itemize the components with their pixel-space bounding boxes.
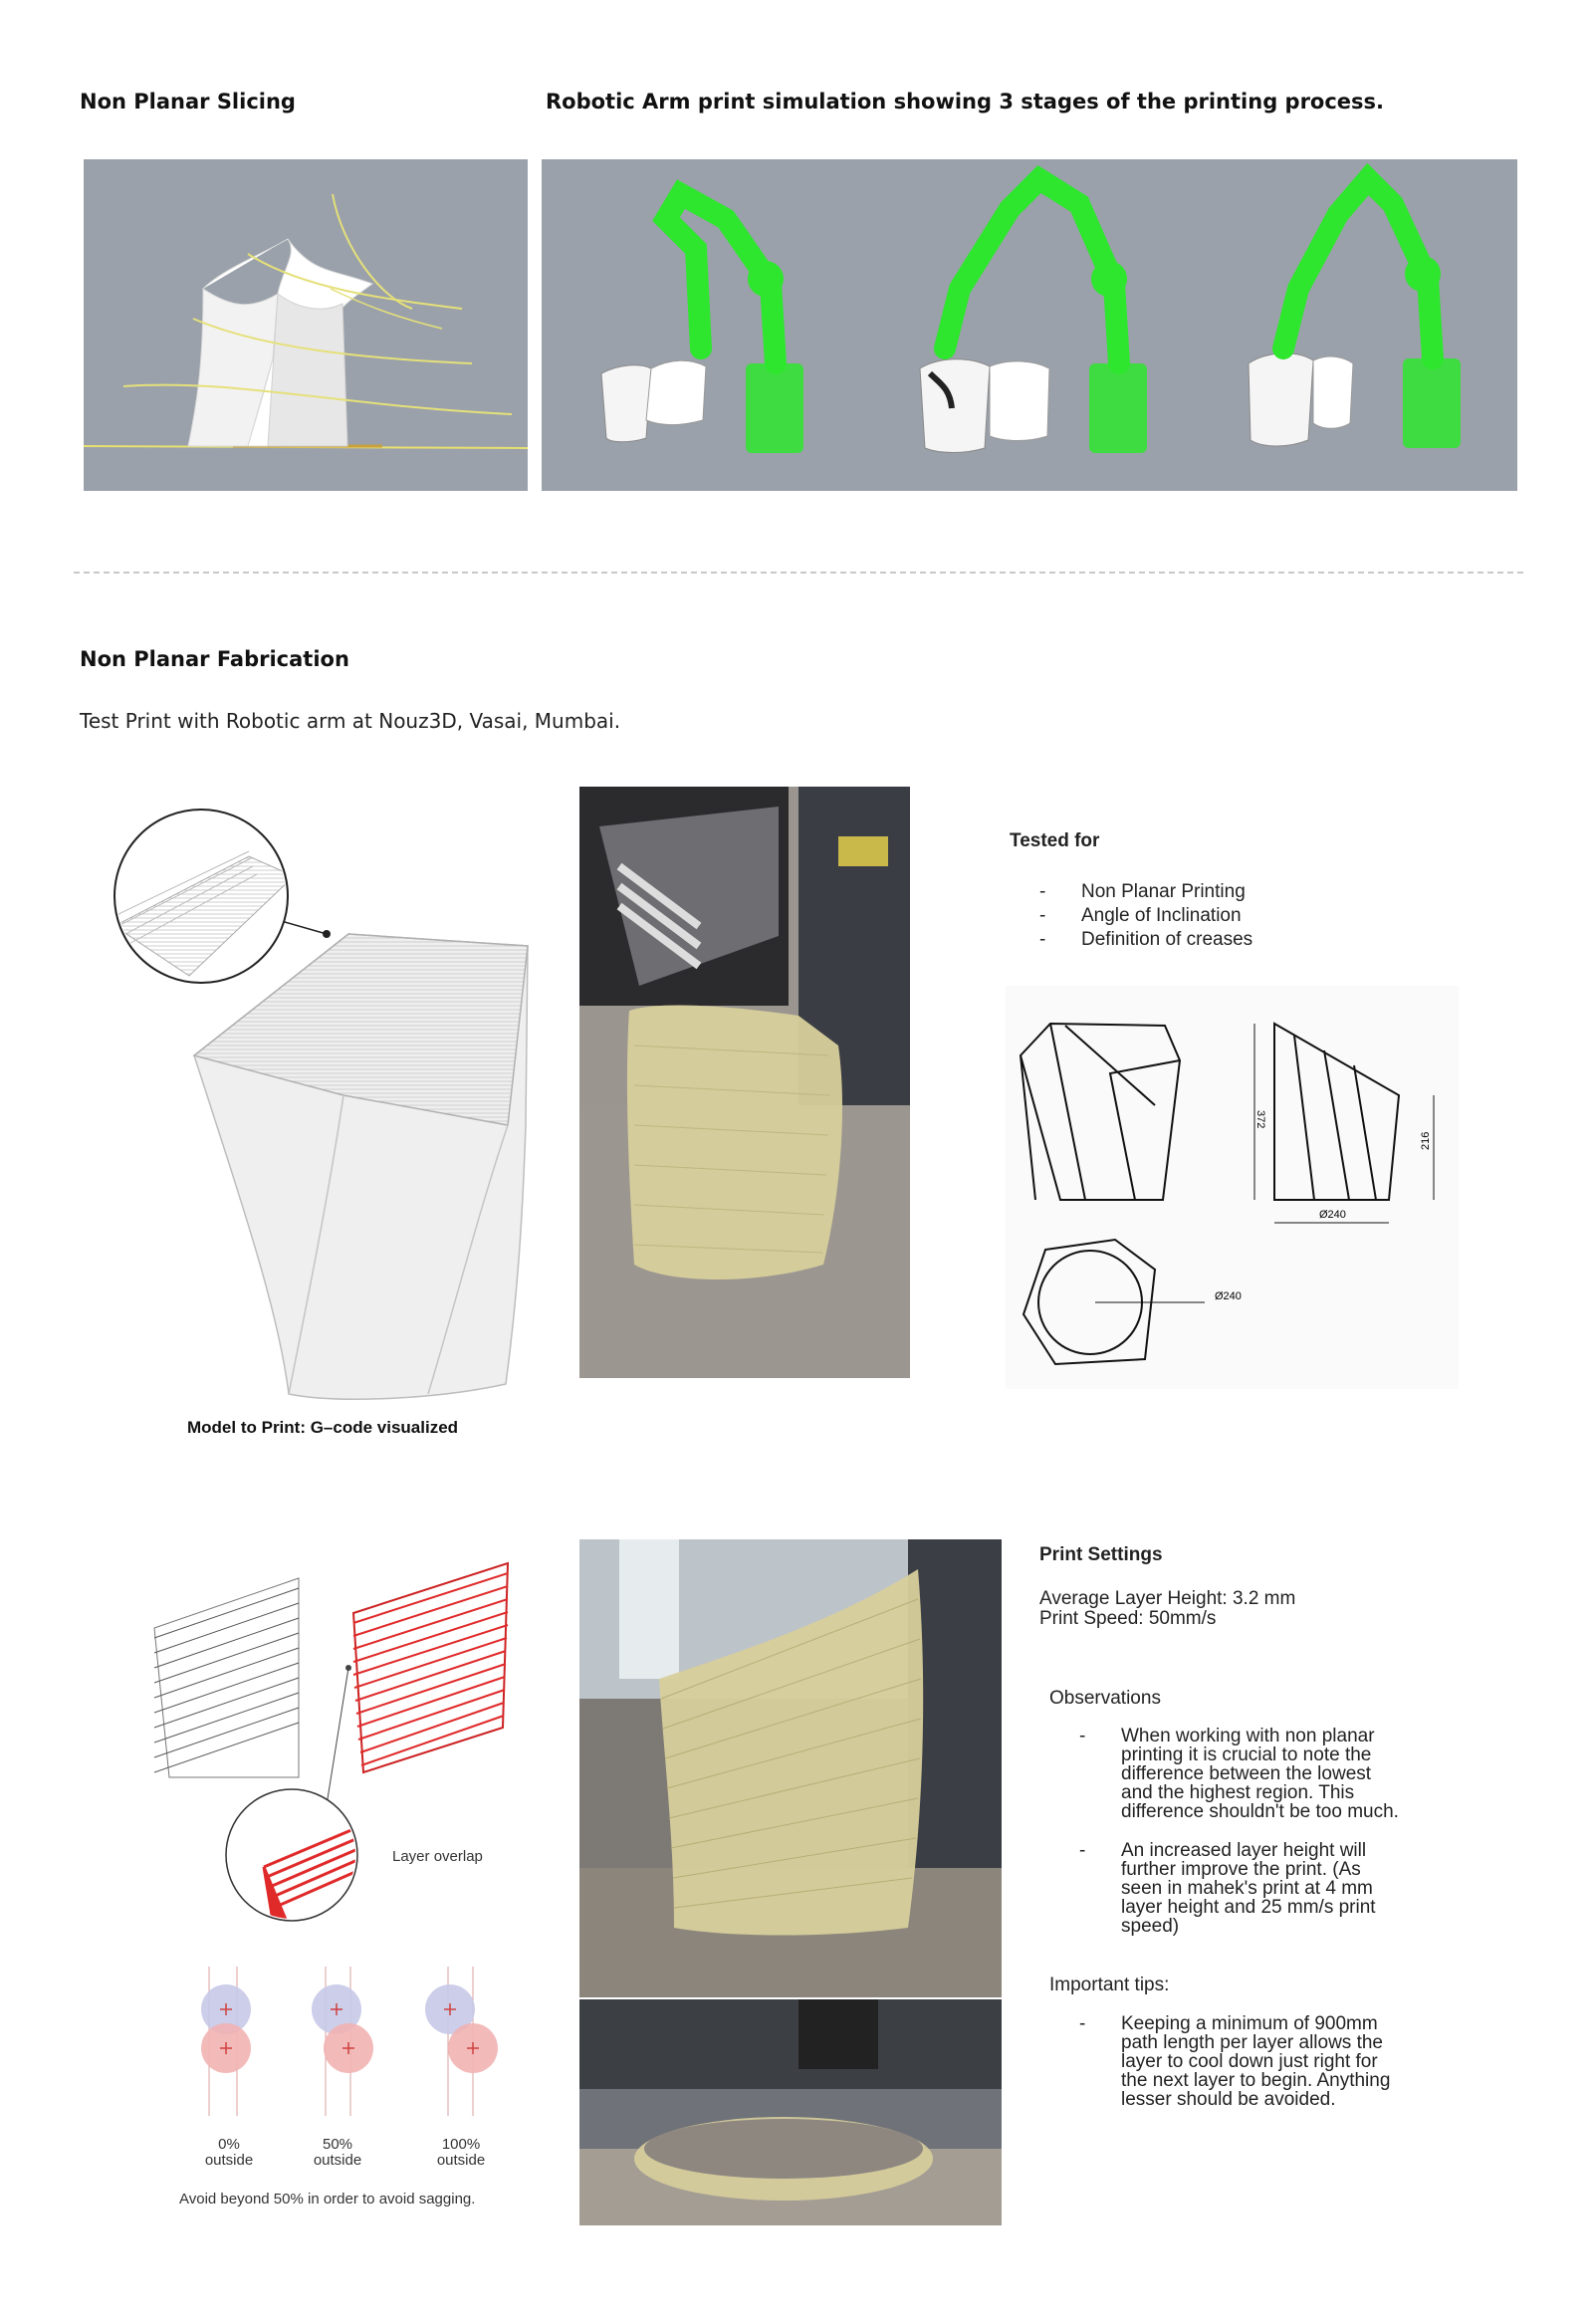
test-print-photo [579, 787, 910, 1378]
tested-for-title: Tested for [1010, 830, 1100, 851]
fabrication-heading: Non Planar Fabrication [80, 647, 349, 671]
gcode-caption: Model to Print: G–code visualized [187, 1418, 459, 1437]
overlap-note: Avoid beyond 50% in order to avoid sagging. [179, 2191, 476, 2208]
list-item: - Keeping a minimum of 900mm path length per layer allows the layer to cool down just right for the next layer to begin. Anything lesser should be avoided. [1079, 2014, 1478, 2109]
tested-for-list [1039, 880, 1252, 952]
observations-title: Observations [1049, 1688, 1161, 1709]
overlap-label-50: 50% outside [313, 2136, 362, 2169]
robot-simulation-render [542, 159, 1517, 491]
list-item: - Definition of creases [1039, 928, 1252, 952]
robot-stage-3 [1249, 179, 1461, 448]
slicing-heading: Non Planar Slicing [80, 90, 296, 114]
list-item: - When working with non planar printing it is crucial to note the difference between the lowest and the highest region. This difference shouldn't be too much. [1079, 1727, 1478, 1821]
layer-overlap-label: Layer overlap [392, 1848, 483, 1865]
section-divider [74, 572, 1523, 574]
layer-height-value: Average Layer Height: 3.2 mm [1039, 1588, 1296, 1609]
dimension-height-full: 372 [1254, 1110, 1266, 1129]
overlap-label-0: 0% outside [204, 2136, 254, 2169]
simulation-heading: Robotic Arm print simulation showing 3 stages of the printing process. [546, 90, 1385, 114]
fabrication-subtitle: Test Print with Robotic arm at Nouz3D, Vasai, Mumbai. [80, 709, 621, 733]
tips-list [1079, 2014, 1478, 2109]
list-item: - An increased layer height will further improve the print. (As seen in mahek's print at 4 mm layer height and 25 mm/s print speed) [1079, 1841, 1478, 1936]
gcode-visualization [100, 797, 548, 1404]
layer-overlap-diagram [149, 1558, 518, 1937]
technical-drawing [1006, 986, 1459, 1389]
observations-list [1079, 1727, 1478, 1936]
print-speed-value: Print Speed: 50mm/s [1039, 1608, 1217, 1629]
list-item: - Angle of Inclination [1039, 904, 1252, 928]
overlap-circles-diagram [189, 1967, 518, 2116]
overlap-label-100: 100% outside [436, 2136, 486, 2169]
tips-title: Important tips: [1049, 1975, 1170, 1995]
slicing-render [84, 159, 528, 491]
print-settings-title: Print Settings [1039, 1544, 1163, 1565]
robot-stage-1 [601, 194, 803, 453]
dimension-width: Ø240 [1319, 1209, 1346, 1221]
dimension-diameter: Ø240 [1215, 1290, 1242, 1302]
list-item: - Non Planar Printing [1039, 880, 1252, 904]
robot-stage-2 [920, 179, 1147, 453]
final-print-photo [579, 1539, 1002, 1997]
first-layer-photo [579, 1999, 1002, 2225]
dimension-height-low: 216 [1420, 1131, 1432, 1150]
